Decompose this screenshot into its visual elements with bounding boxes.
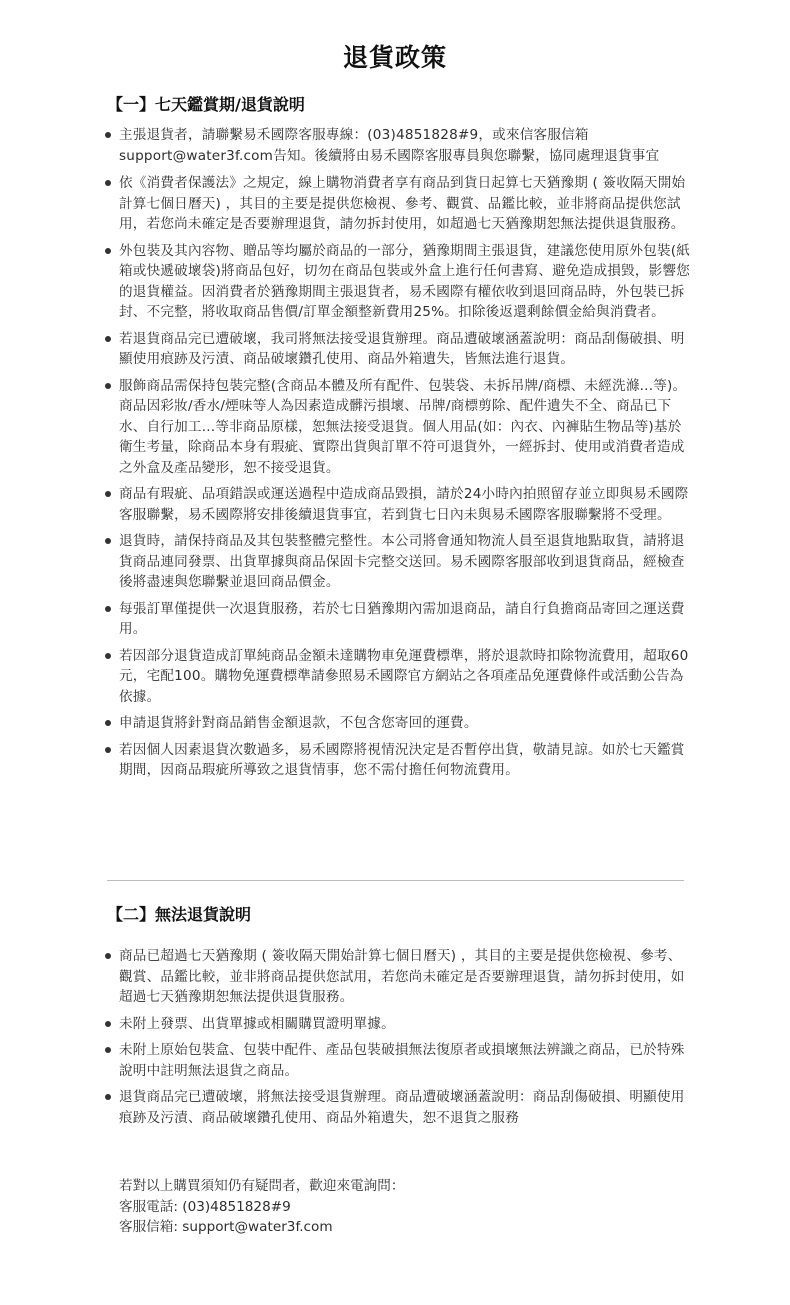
list-item: 未附上發票、出貨單據或相關購買證明單據。	[102, 1014, 692, 1035]
contact-intro: 若對以上購買須知仍有疑問者，歡迎來電詢問：	[119, 1178, 405, 1194]
non-returnable-list	[102, 946, 692, 1134]
list-item: 依《消費者保護法》之規定，線上購物消費者享有商品到貨日起算七天猶豫期 ( 簽收隔天開始計算七個日曆天) ，其目的主要是提供您檢視、參考、觀賞、品鑑比較，並非將商品提供您試用，若您尚未確定是否要辦理退貨，請勿拆封使用，如超過七天猶豫期恕無法提供退貨服務。	[102, 173, 692, 235]
section-heading-return-period: 【一】七天鑑賞期/退貨說明	[107, 95, 305, 114]
list-item: 每張訂單僅提供一次退貨服務，若於七日猶豫期內需加退商品，請自行負擔商品寄回之運送費用。	[102, 599, 692, 640]
page-title: 退貨政策	[342, 43, 447, 72]
list-item: 退貨商品完已遭破壞，將無法接受退貨辦理。商品遭破壞涵蓋說明：商品刮傷破損、明顯使用痕跡及污漬、商品破壞鑽孔使用、商品外箱遺失，恕不退貨之服務	[102, 1087, 692, 1128]
contact-phone: 客服電話: (03)4851828#9	[119, 1198, 291, 1215]
list-item: 商品已超過七天猶豫期 ( 簽收隔天開始計算七個日曆天) ，其目的主要是提供您檢視、參考、觀賞、品鑑比較，並非將商品提供您試用，若您尚未確定是否要辦理退貨，請勿拆封使用，如超過七天猶豫期恕無法提供退貨服務。	[102, 946, 692, 1008]
section-heading-non-returnable: 【二】無法退貨說明	[107, 905, 252, 924]
list-item: 主張退貨者，請聯繫易禾國際客服專線：(03)4851828#9，或來信客服信箱 support@water3f.com告知。後續將由易禾國際客服專員與您聯繫，協同處理退貨事宜	[102, 125, 692, 166]
section-divider	[107, 880, 684, 881]
list-item: 若因個人因素退貨次數過多，易禾國際將視情況決定是否暫停出貨，敬請見諒。如於七天鑑賞期間，因商品瑕疵所導致之退貨情事，您不需付擔任何物流費用。	[102, 740, 692, 781]
return-policy-list	[102, 125, 692, 787]
list-item: 未附上原始包裝盒、包裝中配件、產品包裝破損無法復原者或損壞無法辨識之商品，已於特殊說明中註明無法退貨之商品。	[102, 1040, 692, 1081]
contact-info	[119, 1176, 404, 1238]
list-item: 外包裝及其內容物、贈品等均屬於商品的一部分，猶豫期間主張退貨，建議您使用原外包裝(紙箱或快遞破壞袋)將商品包好，切勿在商品包裝或外盒上進行任何書寫、避免造成損毀，影響您的退貨權益。因消費者於猶豫期間主張退貨者，易禾國際有權依收到退回商品時，外包裝已拆封、不完整，將收取商品售價/訂單金額整新費用25%。扣除後返還剩餘價金給與消費者。	[102, 241, 692, 323]
list-item: 退貨時，請保持商品及其包裝整體完整性。本公司將會通知物流人員至退貨地點取貨，請將退貨商品連同發票、出貨單據與商品保固卡完整交送回。易禾國際客服部收到退貨商品，經檢查後將盡速與您聯繫並退回商品價金。	[102, 531, 692, 593]
contact-email: 客服信箱: support@water3f.com	[119, 1219, 333, 1235]
list-item: 申請退貨將針對商品銷售金額退款，不包含您寄回的運費。	[102, 713, 692, 734]
list-item: 若退貨商品完已遭破壞，我司將無法接受退貨辦理。商品遭破壞涵蓋說明：商品刮傷破損、明顯使用痕跡及污漬、商品破壞鑽孔使用、商品外箱遺失，皆無法進行退貨。	[102, 329, 692, 370]
list-item: 服飾商品需保持包裝完整(含商品本體及所有配件、包裝袋、未拆吊牌/商標、未經洗滌...等)。商品因彩妝/香水/煙味等人為因素造成髒污損壞、吊牌/商標剪除、配件遺失不全、商品已下水、自行加工...等非商品原樣，恕無法接受退貨。個人用品(如：內衣、內褲貼生物品等)基於衛生考量，除商品本身有瑕疵、實際出貨與訂單不符可退貨外，一經拆封、使用或消費者造成之外盒及產品變形，恕不接受退貨。	[102, 376, 692, 479]
list-item: 商品有瑕疵、品項錯誤或運送過程中造成商品毀損，請於24小時內拍照留存並立即與易禾國際客服聯繫，易禾國際將安排後續退貨事宜，若到貨七日內未與易禾國際客服聯繫將不受理。	[102, 484, 692, 525]
list-item: 若因部分退貨造成訂單純商品金額未達購物車免運費標準，將於退款時扣除物流費用，超取60元，宅配100。購物免運費標準請參照易禾國際官方網站之各項產品免運費條件或活動公告為依據。	[102, 646, 692, 708]
